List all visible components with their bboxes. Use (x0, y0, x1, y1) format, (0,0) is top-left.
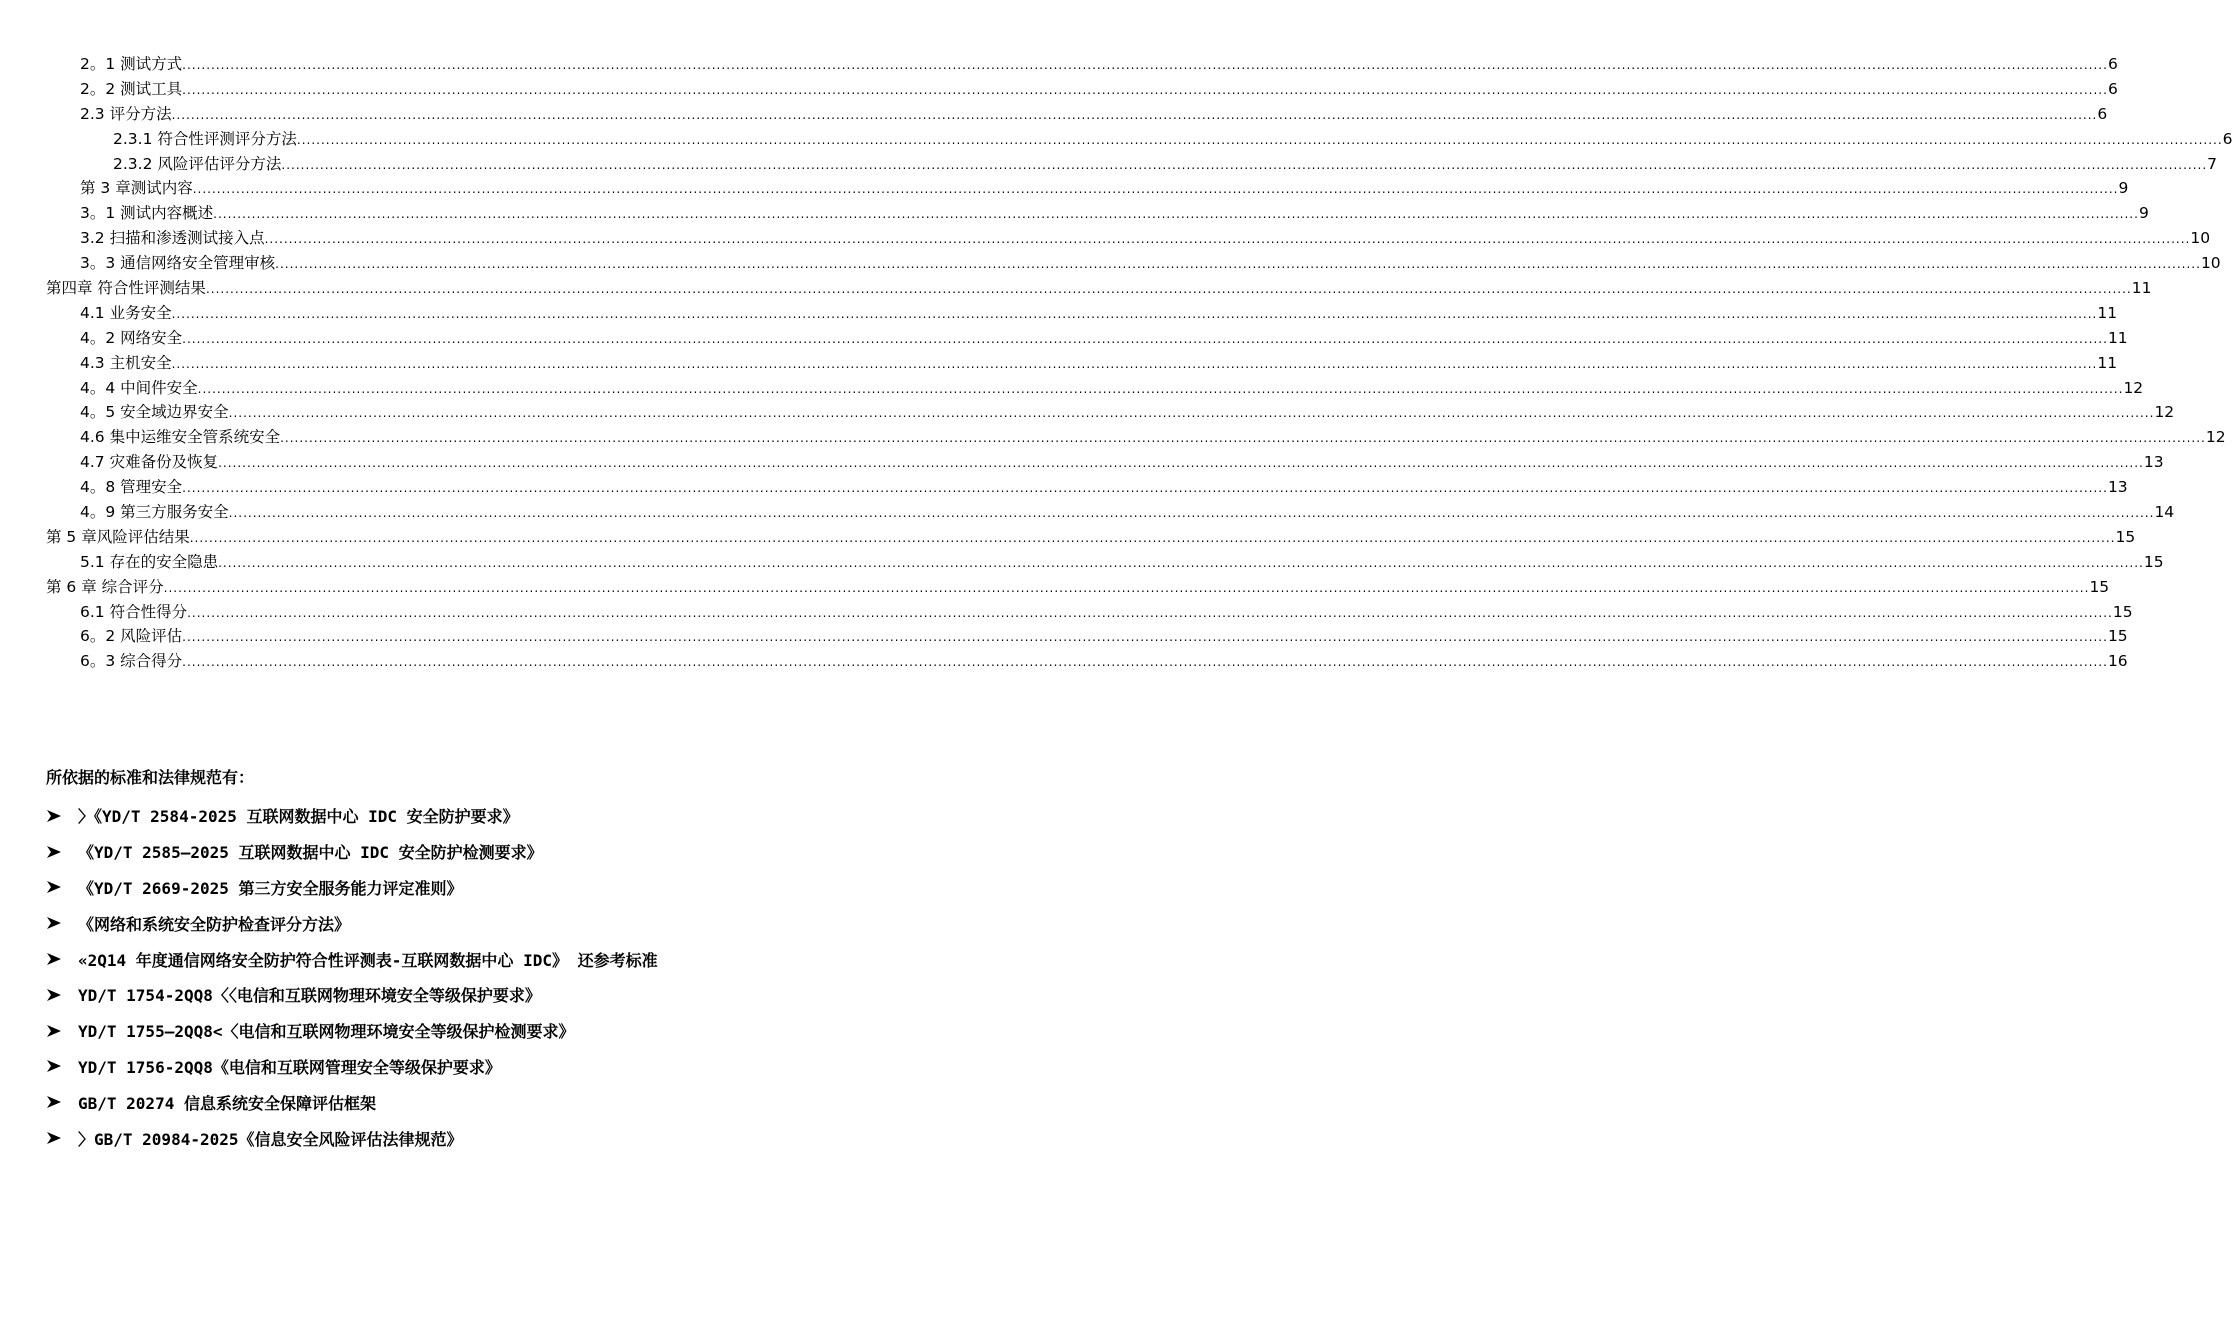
toc-entry[interactable] (0, 600, 2133, 625)
toc-dot-leader: ................................................................................................................................................................................................................................................................................................................................................................................................................ (296, 132, 2223, 147)
arrowhead-bullet-icon (46, 880, 78, 894)
toc-entry[interactable] (0, 550, 2164, 575)
toc-dot-leader: ................................................................................................................................................................................................................................................................................................................................................................................................................ (205, 282, 2132, 297)
toc-dot-leader: ................................................................................................................................................................................................................................................................................................................................................................................................................ (213, 207, 2139, 222)
toc-dot-leader: ................................................................................................................................................................................................................................................................................................................................................................................................................ (163, 580, 2090, 595)
toc-entry-label: 2.3.1 符合性评测评分方法 (113, 127, 297, 152)
toc-dot-leader: ................................................................................................................................................................................................................................................................................................................................................................................................................ (171, 107, 2098, 122)
toc-page-number: 11 (2132, 276, 2152, 301)
toc-dot-leader: ................................................................................................................................................................................................................................................................................................................................................................................................................ (171, 356, 2098, 371)
toc-entry[interactable] (0, 301, 2118, 326)
toc-entry[interactable] (0, 276, 2152, 301)
toc-page-number: 15 (2144, 550, 2164, 575)
toc-entry[interactable] (0, 425, 2226, 450)
toc-page-number: 15 (2108, 624, 2128, 649)
reference-text: 《网络和系统安全防护检查评分方法》 (78, 914, 351, 934)
toc-dot-leader: ................................................................................................................................................................................................................................................................................................................................................................................................................ (182, 655, 2108, 670)
toc-entry[interactable] (0, 201, 2149, 226)
toc-page-number: 6 (2097, 102, 2107, 127)
toc-dot-leader: ................................................................................................................................................................................................................................................................................................................................................................................................................ (182, 82, 2108, 97)
toc-page-number: 6 (2108, 77, 2118, 102)
reference-item (46, 977, 906, 1013)
arrowhead-bullet-icon (46, 809, 78, 823)
toc-entry-label: 4.3 主机安全 (80, 351, 172, 376)
toc-page-number: 14 (2154, 500, 2174, 525)
toc-entry-label: 2.3 评分方法 (80, 102, 172, 127)
toc-dot-leader: ................................................................................................................................................................................................................................................................................................................................................................................................................ (281, 157, 2208, 172)
toc-dot-leader: ................................................................................................................................................................................................................................................................................................................................................................................................................ (228, 406, 2155, 421)
toc-page-number: 10 (2201, 251, 2221, 276)
toc-entry[interactable] (0, 450, 2164, 475)
toc-page-number: 12 (2206, 425, 2226, 450)
toc-entry-label: 6.1 符合性得分 (80, 600, 187, 625)
toc-dot-leader: ................................................................................................................................................................................................................................................................................................................................................................................................................ (228, 506, 2155, 521)
toc-dot-leader: ................................................................................................................................................................................................................................................................................................................................................................................................................ (182, 481, 2108, 496)
toc-dot-leader: ................................................................................................................................................................................................................................................................................................................................................................................................................ (264, 232, 2191, 247)
toc-page-number: 16 (2108, 649, 2128, 674)
toc-dot-leader: ................................................................................................................................................................................................................................................................................................................................................................................................................ (218, 456, 2144, 471)
toc-page-number: 9 (2119, 176, 2129, 201)
toc-entry-label: 2。2 测试工具 (80, 77, 182, 102)
toc-entry-label: 第 3 章测试内容 (80, 176, 193, 201)
toc-entry[interactable] (0, 127, 2233, 152)
toc-page-number: 10 (2190, 226, 2210, 251)
toc-entry-label: 第四章 符合性评测结果 (46, 276, 206, 301)
reference-text: 〉GB/T 20984-2025《信息安全风险评估法律规范》 (78, 1129, 463, 1149)
toc-dot-leader: ................................................................................................................................................................................................................................................................................................................................................................................................................ (280, 431, 2206, 446)
toc-dot-leader: ................................................................................................................................................................................................................................................................................................................................................................................................................ (182, 331, 2108, 346)
toc-entry[interactable] (0, 52, 2118, 77)
reference-item (46, 1084, 906, 1120)
toc-entry-label: 2.3.2 风险评估评分方法 (113, 152, 281, 177)
reference-text: 《YD/T 2669-2025 第三方安全服务能力评定准则》 (78, 878, 463, 898)
reference-item (46, 905, 906, 941)
toc-entry-label: 第 6 章 综合评分 (46, 575, 164, 600)
toc-entry-label: 3。1 测试内容概述 (80, 201, 213, 226)
toc-page-number: 13 (2108, 475, 2128, 500)
toc-entry-label: 5.1 存在的安全隐患 (80, 550, 218, 575)
toc-page-number: 6 (2108, 52, 2118, 77)
toc-entry[interactable] (0, 226, 2211, 251)
reference-text: GB/T 20274 信息系统安全保障评估框架 (78, 1093, 376, 1113)
toc-entry-label: 3.2 扫描和渗透测试接入点 (80, 226, 265, 251)
toc-dot-leader: ................................................................................................................................................................................................................................................................................................................................................................................................................ (218, 555, 2144, 570)
toc-dot-leader: ................................................................................................................................................................................................................................................................................................................................................................................................................ (275, 257, 2201, 272)
toc-entry-label: 4。9 第三方服务安全 (80, 500, 229, 525)
toc-dot-leader: ................................................................................................................................................................................................................................................................................................................................................................................................................ (182, 58, 2108, 72)
toc-page-number: 7 (2207, 152, 2217, 177)
toc-entry-label: 6。3 综合得分 (80, 649, 182, 674)
toc-page-number: 12 (2154, 400, 2174, 425)
reference-text: «2Q14 年度通信网络安全防护符合性评测表-互联网数据中心 IDC》 还参考标准 (78, 950, 658, 970)
toc-entry-label: 4.1 业务安全 (80, 301, 172, 326)
arrowhead-bullet-icon (46, 1131, 78, 1145)
arrowhead-bullet-icon (46, 1095, 78, 1109)
references-list (46, 798, 906, 1156)
reference-text: YD/T 1754-2QQ8〈〈电信和互联网物理环境安全等级保护要求》 (78, 986, 541, 1006)
toc-page-number: 15 (2089, 575, 2109, 600)
references-heading: 所依据的标准和法律规范有： (46, 768, 255, 787)
toc-entry[interactable] (0, 500, 2175, 525)
toc-page-number: 11 (2108, 326, 2128, 351)
reference-item (46, 941, 906, 977)
toc-entry[interactable] (0, 525, 2136, 550)
reference-item (46, 1049, 906, 1085)
toc-entry-label: 4。8 管理安全 (80, 475, 182, 500)
arrowhead-bullet-icon (46, 1059, 78, 1073)
toc-entry[interactable] (0, 251, 2221, 276)
toc-page-number: 11 (2097, 351, 2117, 376)
reference-item (46, 1120, 906, 1156)
arrowhead-bullet-icon (46, 845, 78, 859)
toc-entry-label: 4.7 灾难备份及恢复 (80, 450, 218, 475)
toc-dot-leader: ................................................................................................................................................................................................................................................................................................................................................................................................................ (187, 605, 2113, 620)
toc-entry[interactable] (0, 475, 2128, 500)
toc-page-number: 15 (2113, 600, 2133, 625)
toc-entry[interactable] (0, 326, 2128, 351)
toc-entry[interactable] (0, 400, 2175, 425)
toc-dot-leader: ................................................................................................................................................................................................................................................................................................................................................................................................................ (192, 182, 2119, 197)
arrowhead-bullet-icon (46, 1024, 78, 1038)
toc-entry[interactable] (0, 176, 2129, 201)
toc-entry[interactable] (0, 351, 2118, 376)
toc-entry[interactable] (0, 575, 2110, 600)
toc-dot-leader: ................................................................................................................................................................................................................................................................................................................................................................................................................ (182, 630, 2108, 645)
toc-entry-label: 4。4 中间件安全 (80, 376, 198, 401)
reference-item (46, 798, 906, 834)
reference-item (46, 834, 906, 870)
toc-entry[interactable] (0, 77, 2118, 102)
toc-page-number: 12 (2123, 376, 2143, 401)
toc-entry[interactable] (0, 649, 2128, 674)
toc-dot-leader: ................................................................................................................................................................................................................................................................................................................................................................................................................ (171, 306, 2098, 321)
table-of-contents (0, 52, 2233, 674)
toc-entry-label: 4。5 安全域边界安全 (80, 400, 229, 425)
arrowhead-bullet-icon (46, 952, 78, 966)
toc-entry[interactable] (0, 152, 2218, 177)
reference-text: YD/T 1755—2QQ8<〈电信和互联网物理环境安全等级保护检测要求》 (78, 1022, 575, 1042)
toc-dot-leader: ................................................................................................................................................................................................................................................................................................................................................................................................................ (189, 530, 2116, 545)
toc-entry-label: 3。3 通信网络安全管理审核 (80, 251, 275, 276)
toc-page-number: 9 (2139, 201, 2149, 226)
reference-text: YD/T 1756-2QQ8《电信和互联网管理安全等级保护要求》 (78, 1057, 501, 1077)
toc-page-number: 6 (2223, 127, 2233, 152)
toc-entry[interactable] (0, 376, 2144, 401)
toc-entry[interactable] (0, 102, 2108, 127)
toc-page-number: 11 (2097, 301, 2117, 326)
arrowhead-bullet-icon (46, 916, 78, 930)
toc-dot-leader: ................................................................................................................................................................................................................................................................................................................................................................................................................ (197, 381, 2124, 396)
toc-entry-label: 4.6 集中运维安全管系统安全 (80, 425, 280, 450)
reference-text: 《YD/T 2585—2025 互联网数据中心 IDC 安全防护检测要求》 (78, 843, 543, 863)
reference-item (46, 870, 906, 906)
toc-entry[interactable] (0, 624, 2128, 649)
references-section (46, 764, 906, 1156)
toc-entry-label: 4。2 网络安全 (80, 326, 182, 351)
reference-text: 〉《YD/T 2584-2025 互联网数据中心 IDC 安全防护要求》 (78, 807, 519, 827)
arrowhead-bullet-icon (46, 988, 78, 1002)
toc-entry-label: 第 5 章风险评估结果 (46, 525, 190, 550)
toc-entry-label: 6。2 风险评估 (80, 624, 182, 649)
reference-item (46, 1013, 906, 1049)
toc-page-number: 15 (2116, 525, 2136, 550)
toc-entry-label: 2。1 测试方式 (80, 52, 182, 77)
toc-page-number: 13 (2144, 450, 2164, 475)
